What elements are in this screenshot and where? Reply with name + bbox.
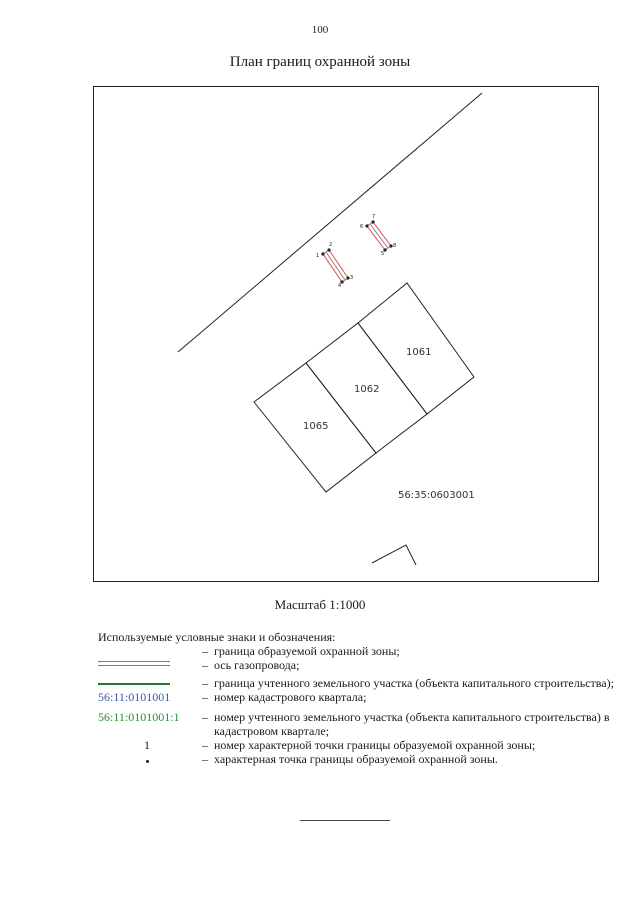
legend-row-parcel-number — [98, 710, 618, 738]
legend-dash: – — [202, 658, 208, 672]
legend-title: Используемые условные знаки и обозначения: — [98, 630, 336, 644]
protection-zone-b — [360, 214, 396, 257]
page-number: 100 — [311, 24, 329, 36]
legend-dash: – — [202, 690, 208, 704]
parcel-label-1062: 1062 — [354, 384, 380, 395]
point-label: 8 — [393, 243, 397, 249]
scale-label: Масштаб 1:1000 — [274, 597, 366, 612]
legend-text: ось газопровода; — [214, 658, 300, 672]
legend-text: характерная точка границы образуемой охранной зоны. — [214, 752, 498, 766]
legend — [98, 630, 618, 766]
parcel-number-symbol: 56:11:0101001:1 — [98, 710, 180, 724]
point-label: 4 — [338, 283, 342, 289]
point-number-symbol: 1 — [144, 738, 150, 752]
legend-row-quarter-number — [98, 690, 618, 704]
point-label: 3 — [350, 275, 354, 281]
point-label: 5 — [381, 251, 385, 257]
legend-row-point — [98, 752, 618, 766]
point-label: 7 — [372, 214, 376, 220]
parcel-label-1065: 1065 — [303, 421, 329, 432]
legend-text: номер кадастрового квартала; — [214, 690, 367, 704]
quarter-number-symbol: 56:11:0101001 — [98, 690, 171, 704]
legend-row-gas-axis — [98, 658, 618, 672]
point-label: 1 — [316, 253, 320, 259]
legend-row-point-number — [98, 738, 618, 752]
legend-row-parcel-boundary — [98, 676, 618, 690]
legend-text: номер учтенного земельного участка (объекта капитального строительства) в кадастровом квартале; — [214, 710, 610, 738]
legend-text: граница образуемой охранной зоны; — [214, 644, 400, 658]
legend-text: номер характерной точки границы образуемой охранной зоны; — [214, 738, 536, 752]
adjacent-boundary-fragment — [372, 545, 416, 565]
protection-zone-a — [316, 242, 353, 289]
legend-dash: – — [202, 644, 208, 658]
footer-divider — [300, 820, 390, 821]
point-label: 6 — [360, 224, 364, 230]
street-line — [178, 93, 482, 352]
quarter-label: 56:35:0603001 — [398, 490, 475, 501]
legend-dash: – — [202, 676, 208, 690]
point-dot-icon — [146, 760, 149, 763]
legend-dash: – — [202, 752, 208, 766]
legend-text: граница учтенного земельного участка (объекта капитального строительства); — [214, 676, 614, 690]
parcel-label-1061: 1061 — [406, 347, 432, 358]
map-frame — [93, 86, 599, 582]
page-title: План границ охранной зоны — [229, 54, 411, 70]
point-label: 2 — [329, 242, 333, 248]
legend-dash: – — [202, 710, 208, 724]
legend-dash: – — [202, 738, 208, 752]
map-canvas — [94, 87, 599, 582]
legend-row-zone-boundary — [98, 644, 618, 658]
